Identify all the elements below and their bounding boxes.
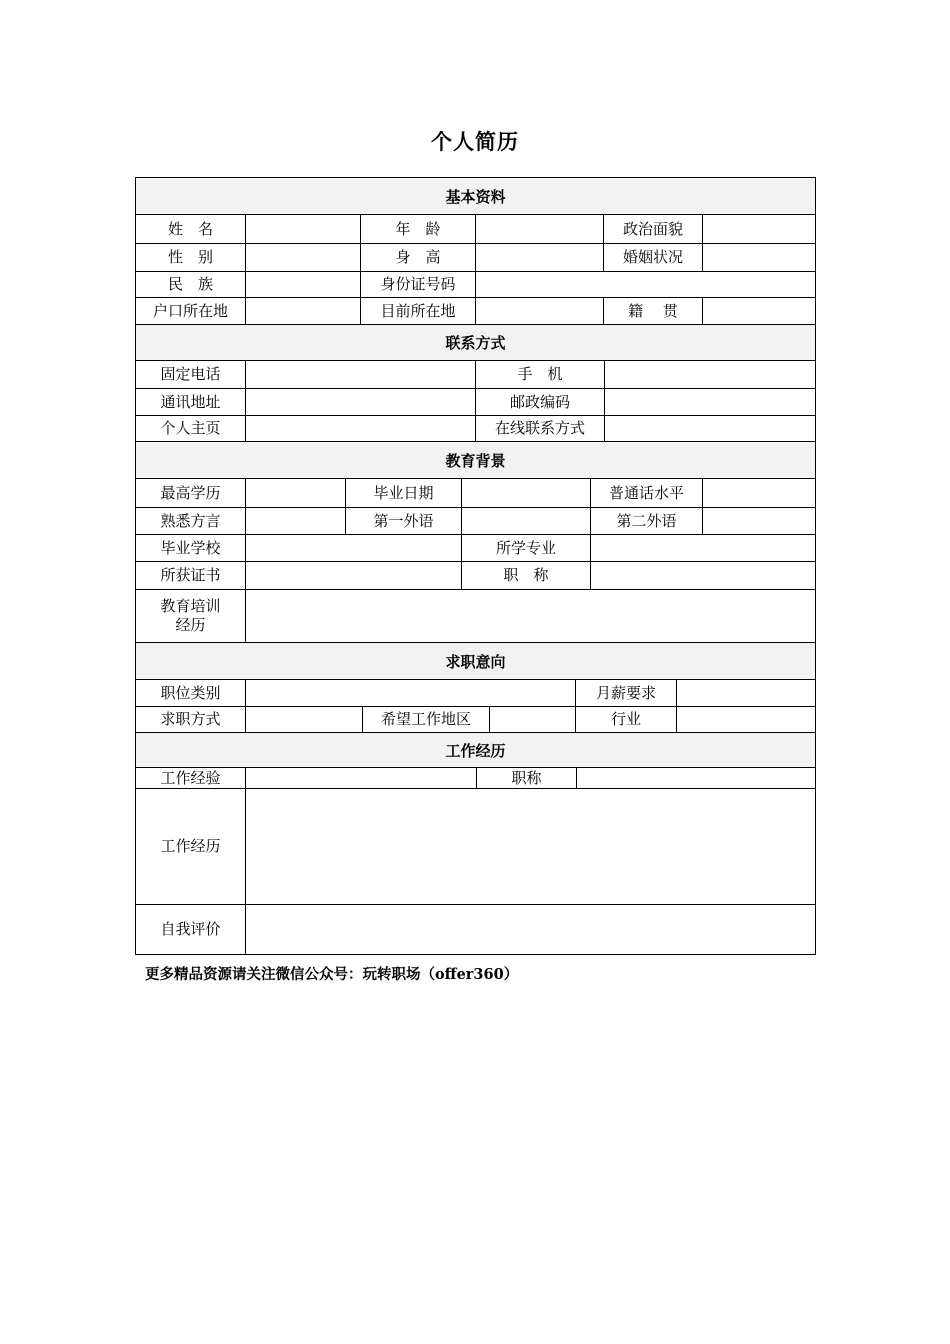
table-row (136, 589, 815, 642)
second-language-label: 第二外语 (590, 508, 702, 534)
table-row (136, 243, 815, 271)
major-field[interactable] (590, 535, 815, 561)
salary-field[interactable] (676, 680, 815, 706)
postcode-label: 邮政编码 (475, 389, 604, 415)
self-evaluation-label: 自我评价 (160, 920, 221, 939)
mobile-label: 手 机 (475, 361, 604, 388)
work-experience-field[interactable] (245, 768, 476, 788)
area-label: 希望工作地区 (362, 707, 489, 732)
table-row (136, 271, 815, 297)
title-field[interactable] (590, 562, 815, 589)
school-label: 毕业学校 (160, 538, 221, 557)
first-language-label: 第一外语 (345, 508, 461, 534)
id-number-label: 身份证号码 (360, 272, 475, 297)
section-header-contact: 联系方式 (136, 324, 815, 361)
training-field[interactable] (245, 590, 815, 642)
table-row (136, 788, 815, 904)
training-label (136, 590, 245, 642)
graduation-date-field[interactable] (461, 479, 590, 507)
resume-form (135, 177, 816, 955)
footer-note: 更多精品资源请关注微信公众号：玩转职场（offer360） (145, 966, 519, 983)
current-location-label: 目前所在地 (360, 298, 475, 324)
postcode-field[interactable] (604, 389, 815, 415)
native-place-field[interactable] (702, 298, 815, 324)
section-header-basic: 基本资料 (136, 178, 815, 215)
job-category-label: 职位类别 (160, 683, 221, 702)
height-field[interactable] (475, 244, 603, 271)
marital-label: 婚姻状况 (603, 244, 702, 271)
address-field[interactable] (245, 389, 475, 415)
table-row (136, 215, 815, 243)
industry-label: 行业 (575, 707, 676, 732)
section-header-education: 教育背景 (136, 441, 815, 479)
major-label: 所学专业 (461, 535, 590, 561)
homepage-field[interactable] (245, 416, 475, 441)
first-language-field[interactable] (461, 508, 590, 534)
mandarin-field[interactable] (702, 479, 815, 507)
table-row (136, 388, 815, 415)
highest-degree-field[interactable] (245, 479, 345, 507)
page-title: 个人简历 (431, 129, 519, 154)
online-contact-label: 在线联系方式 (475, 416, 604, 441)
section-header-work: 工作经历 (136, 732, 815, 768)
certificates-label: 所获证书 (160, 566, 221, 585)
work-title-field[interactable] (576, 768, 815, 788)
work-experience-label: 工作经验 (160, 769, 221, 788)
dialect-label: 熟悉方言 (160, 511, 221, 530)
training-label-line2: 经历 (175, 616, 206, 634)
industry-field[interactable] (676, 707, 815, 732)
mandarin-label: 普通话水平 (590, 479, 702, 507)
title-label: 职 称 (461, 562, 590, 589)
training-label-line1: 教育培训 (160, 597, 221, 616)
table-row (136, 680, 815, 706)
age-label: 年 龄 (360, 215, 475, 243)
table-row (136, 534, 815, 561)
section-header-intent: 求职意向 (136, 642, 815, 680)
landline-label: 固定电话 (160, 365, 221, 384)
dialect-field[interactable] (245, 508, 345, 534)
certificates-field[interactable] (245, 562, 461, 589)
mobile-field[interactable] (604, 361, 815, 388)
second-language-field[interactable] (702, 508, 815, 534)
name-label: 姓 名 (167, 219, 213, 238)
current-location-field[interactable] (475, 298, 603, 324)
self-evaluation-field[interactable] (245, 905, 815, 954)
online-contact-field[interactable] (604, 416, 815, 441)
hukou-field[interactable] (245, 298, 360, 324)
landline-field[interactable] (245, 361, 475, 388)
table-row (136, 904, 815, 954)
height-label: 身 高 (360, 244, 475, 271)
age-field[interactable] (475, 215, 603, 243)
salary-label: 月薪要求 (575, 680, 676, 706)
hukou-label: 户口所在地 (152, 301, 228, 320)
table-row (136, 415, 815, 441)
table-row (136, 361, 815, 388)
political-field[interactable] (702, 215, 815, 243)
area-field[interactable] (489, 707, 575, 732)
job-mode-field[interactable] (245, 707, 362, 732)
table-row (136, 768, 815, 788)
table-row (136, 507, 815, 534)
table-row (136, 479, 815, 507)
address-label: 通讯地址 (160, 392, 221, 411)
gender-label: 性 别 (167, 248, 213, 267)
marital-field[interactable] (702, 244, 815, 271)
gender-field[interactable] (245, 244, 360, 271)
job-mode-label: 求职方式 (160, 710, 221, 729)
school-field[interactable] (245, 535, 461, 561)
native-place-label: 籍 贯 (603, 298, 702, 324)
ethnicity-label: 民 族 (167, 275, 213, 294)
homepage-label: 个人主页 (160, 419, 221, 438)
work-history-field[interactable] (245, 789, 815, 904)
table-row (136, 561, 815, 589)
id-number-field[interactable] (475, 272, 815, 297)
graduation-date-label: 毕业日期 (345, 479, 461, 507)
work-history-label: 工作经历 (160, 837, 221, 856)
work-title-label: 职称 (476, 768, 576, 788)
political-label: 政治面貌 (603, 215, 702, 243)
name-field[interactable] (245, 215, 360, 243)
ethnicity-field[interactable] (245, 272, 360, 297)
table-row (136, 706, 815, 732)
highest-degree-label: 最高学历 (160, 483, 221, 502)
job-category-field[interactable] (245, 680, 575, 706)
table-row (136, 297, 815, 324)
